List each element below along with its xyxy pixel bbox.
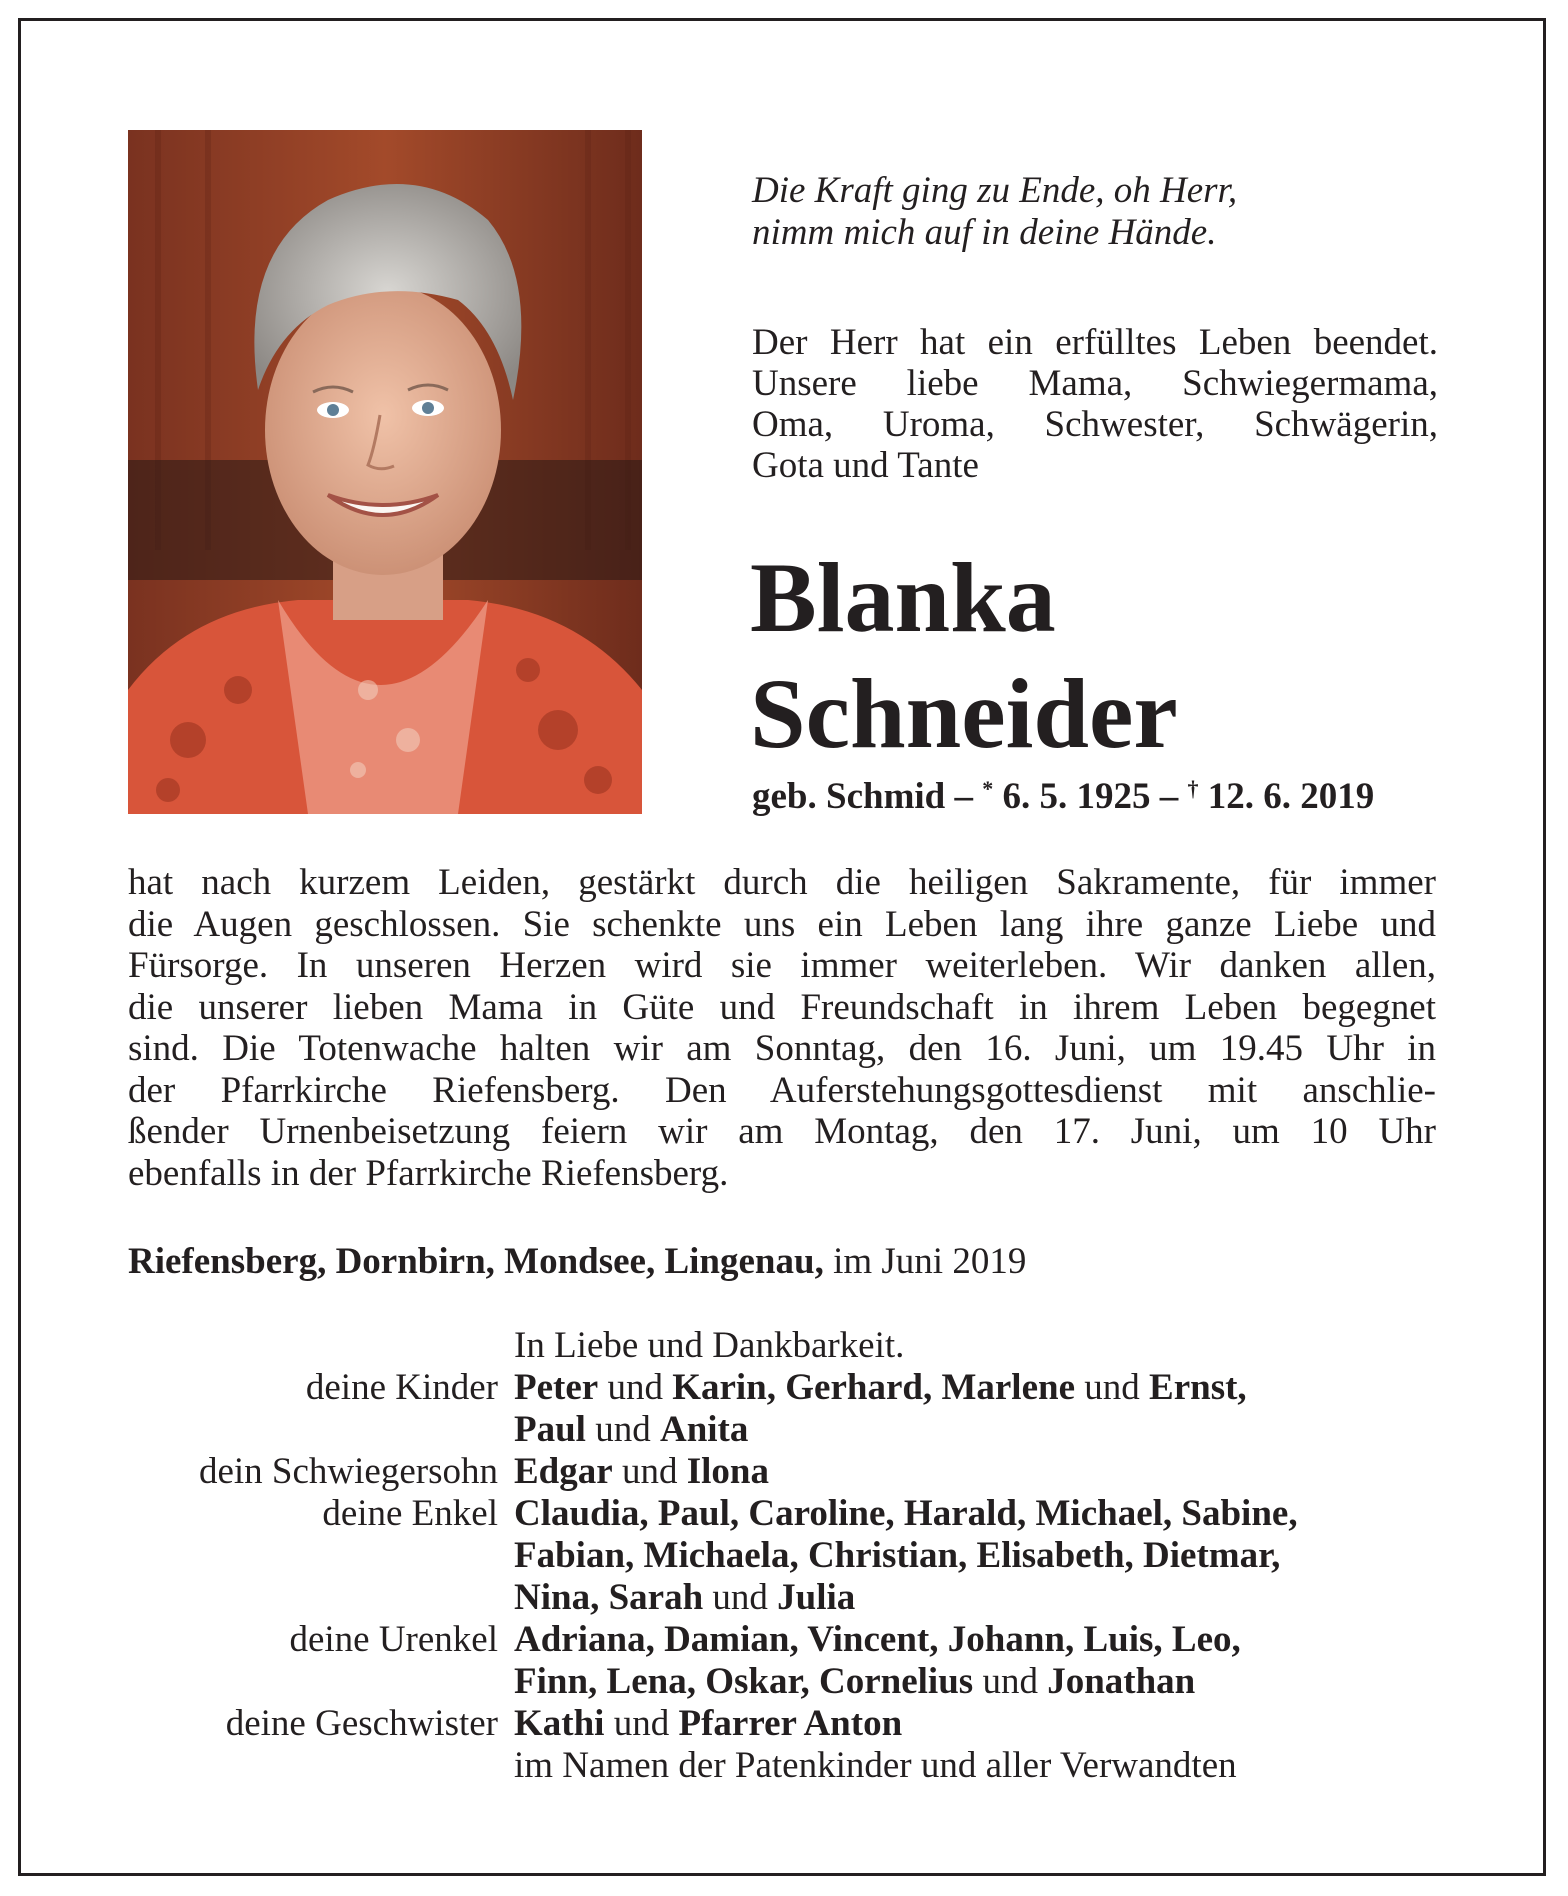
place-names: Riefensberg, Dornbirn, Mondsee, Lingenau, [128, 1241, 824, 1282]
conjunction: und [595, 1409, 651, 1450]
grandchildren-names [514, 1535, 1448, 1577]
name: Claudia, Paul, Caroline, Harald, Michael, Sabine, [514, 1493, 1298, 1534]
name: Julia [777, 1577, 856, 1618]
portrait-photo-illustration [128, 130, 642, 814]
maiden-name: geb. Schmid [752, 776, 946, 817]
intro-line: Der Herr hat ein erfülltes Leben beendet. [752, 322, 1438, 363]
deceased-name [750, 540, 1470, 772]
closing-text: im Namen der Patenkinder und aller Verwandten [514, 1745, 1237, 1786]
son-in-law-names [514, 1451, 1448, 1493]
grandchildren-names [514, 1493, 1448, 1535]
row-label [128, 1577, 514, 1619]
first-name: Blanka [750, 542, 1056, 653]
great-grandchildren-names [514, 1661, 1448, 1703]
birth-star-icon: * [982, 776, 994, 801]
name: Fabian, Michaela, Christian, Elisabeth, Dietmar, [514, 1535, 1281, 1576]
intro-line: Oma, Uroma, Schwester, Schwägerin, [752, 404, 1438, 445]
siblings-names [514, 1703, 1448, 1745]
portrait-photo [128, 130, 642, 814]
row-label [128, 1661, 514, 1703]
children-row-cont [128, 1409, 1448, 1451]
children-names [514, 1367, 1448, 1409]
places-and-date [128, 1240, 1436, 1284]
name: Peter [514, 1367, 599, 1408]
great-grandchildren-row [128, 1619, 1448, 1661]
last-name: Schneider [750, 658, 1178, 769]
row-label: deine Geschwister [225, 1703, 498, 1744]
birth-date: 6. 5. 1925 [993, 776, 1151, 817]
row-label [128, 1745, 514, 1787]
body-line: sind. Die Totenwache halten wir am Sonntag, den 16. Juni, um 19.45 Uhr in [128, 1028, 1436, 1069]
motto-verse [752, 170, 1452, 254]
conjunction: und [607, 1367, 663, 1408]
body-line: der Pfarrkirche Riefensberg. Den Auferstehungsgottesdienst mit anschlie- [128, 1069, 1436, 1111]
great-grandchildren-names [514, 1619, 1448, 1661]
body-line: ßender Urnenbeisetzung feiern wir am Montag, den 17. Juni, um 10 Uhr [128, 1111, 1436, 1152]
name: Karin, Gerhard, Marlene [672, 1367, 1076, 1408]
greeting-row [128, 1325, 1448, 1367]
grandchildren-row [128, 1493, 1448, 1535]
conjunction: und [712, 1577, 768, 1618]
motto-line: Die Kraft ging zu Ende, oh Herr, [752, 170, 1238, 211]
grandchildren-row-cont [128, 1577, 1448, 1619]
row-label [128, 1535, 514, 1577]
name: Anita [659, 1409, 749, 1450]
life-dates [752, 775, 1452, 819]
intro-text [752, 322, 1438, 486]
name: Ernst, [1149, 1367, 1247, 1408]
name: Ilona [686, 1451, 769, 1492]
name: Kathi [514, 1703, 605, 1744]
intro-line: Gota und Tante [752, 445, 979, 486]
conjunction: und [613, 1703, 670, 1744]
mourners-list [128, 1325, 1448, 1787]
name: Finn, Lena, Oskar, Cornelius [514, 1661, 974, 1702]
notice-body [128, 862, 1436, 1194]
conjunction: und [621, 1451, 678, 1492]
name: Paul [514, 1409, 586, 1450]
notice-date: im Juni 2019 [823, 1241, 1027, 1282]
death-cross-icon: † [1187, 776, 1199, 801]
name: Adriana, Damian, Vincent, Johann, Luis, Leo, [514, 1619, 1241, 1660]
body-line: Fürsorge. In unseren Herzen wird sie immer weiterleben. Wir danken allen, [128, 945, 1436, 986]
conjunction: und [1084, 1367, 1140, 1408]
body-line: hat nach kurzem Leiden, gestärkt durch die heiligen Sakramente, für immer [128, 862, 1436, 903]
row-label: deine Enkel [322, 1493, 498, 1534]
children-names [514, 1409, 1448, 1451]
name: Nina, Sarah [514, 1577, 704, 1618]
great-grandchildren-row-cont [128, 1661, 1448, 1703]
row-label [128, 1325, 514, 1367]
body-line: ebenfalls in der Pfarrkirche Riefensberg. [128, 1152, 729, 1194]
son-in-law-row [128, 1451, 1448, 1493]
row-label: dein Schwiegersohn [198, 1451, 498, 1492]
name: Pfarrer Anton [678, 1703, 903, 1744]
grandchildren-row-cont [128, 1535, 1448, 1577]
separator: – [1150, 776, 1188, 817]
grandchildren-names [514, 1577, 1448, 1619]
row-label: deine Urenkel [289, 1619, 498, 1660]
motto-line: nimm mich auf in deine Hände. [752, 212, 1217, 253]
children-row [128, 1367, 1448, 1409]
row-label: deine Kinder [305, 1367, 498, 1408]
name: Jonathan [1047, 1661, 1196, 1702]
body-line: die unserer lieben Mama in Güte und Freundschaft in ihrem Leben begegnet [128, 986, 1436, 1028]
siblings-row [128, 1703, 1448, 1745]
row-label [128, 1409, 514, 1451]
separator: – [945, 776, 983, 817]
intro-line: Unsere liebe Mama, Schwiegermama, [752, 363, 1438, 404]
closing-row [128, 1745, 1448, 1787]
conjunction: und [982, 1661, 1038, 1702]
greeting: In Liebe und Dankbarkeit. [514, 1325, 905, 1366]
death-date: 12. 6. 2019 [1198, 776, 1375, 817]
body-line: die Augen geschlossen. Sie schenkte uns ein Leben lang ihre ganze Liebe und [128, 903, 1436, 945]
name: Edgar [514, 1451, 613, 1492]
